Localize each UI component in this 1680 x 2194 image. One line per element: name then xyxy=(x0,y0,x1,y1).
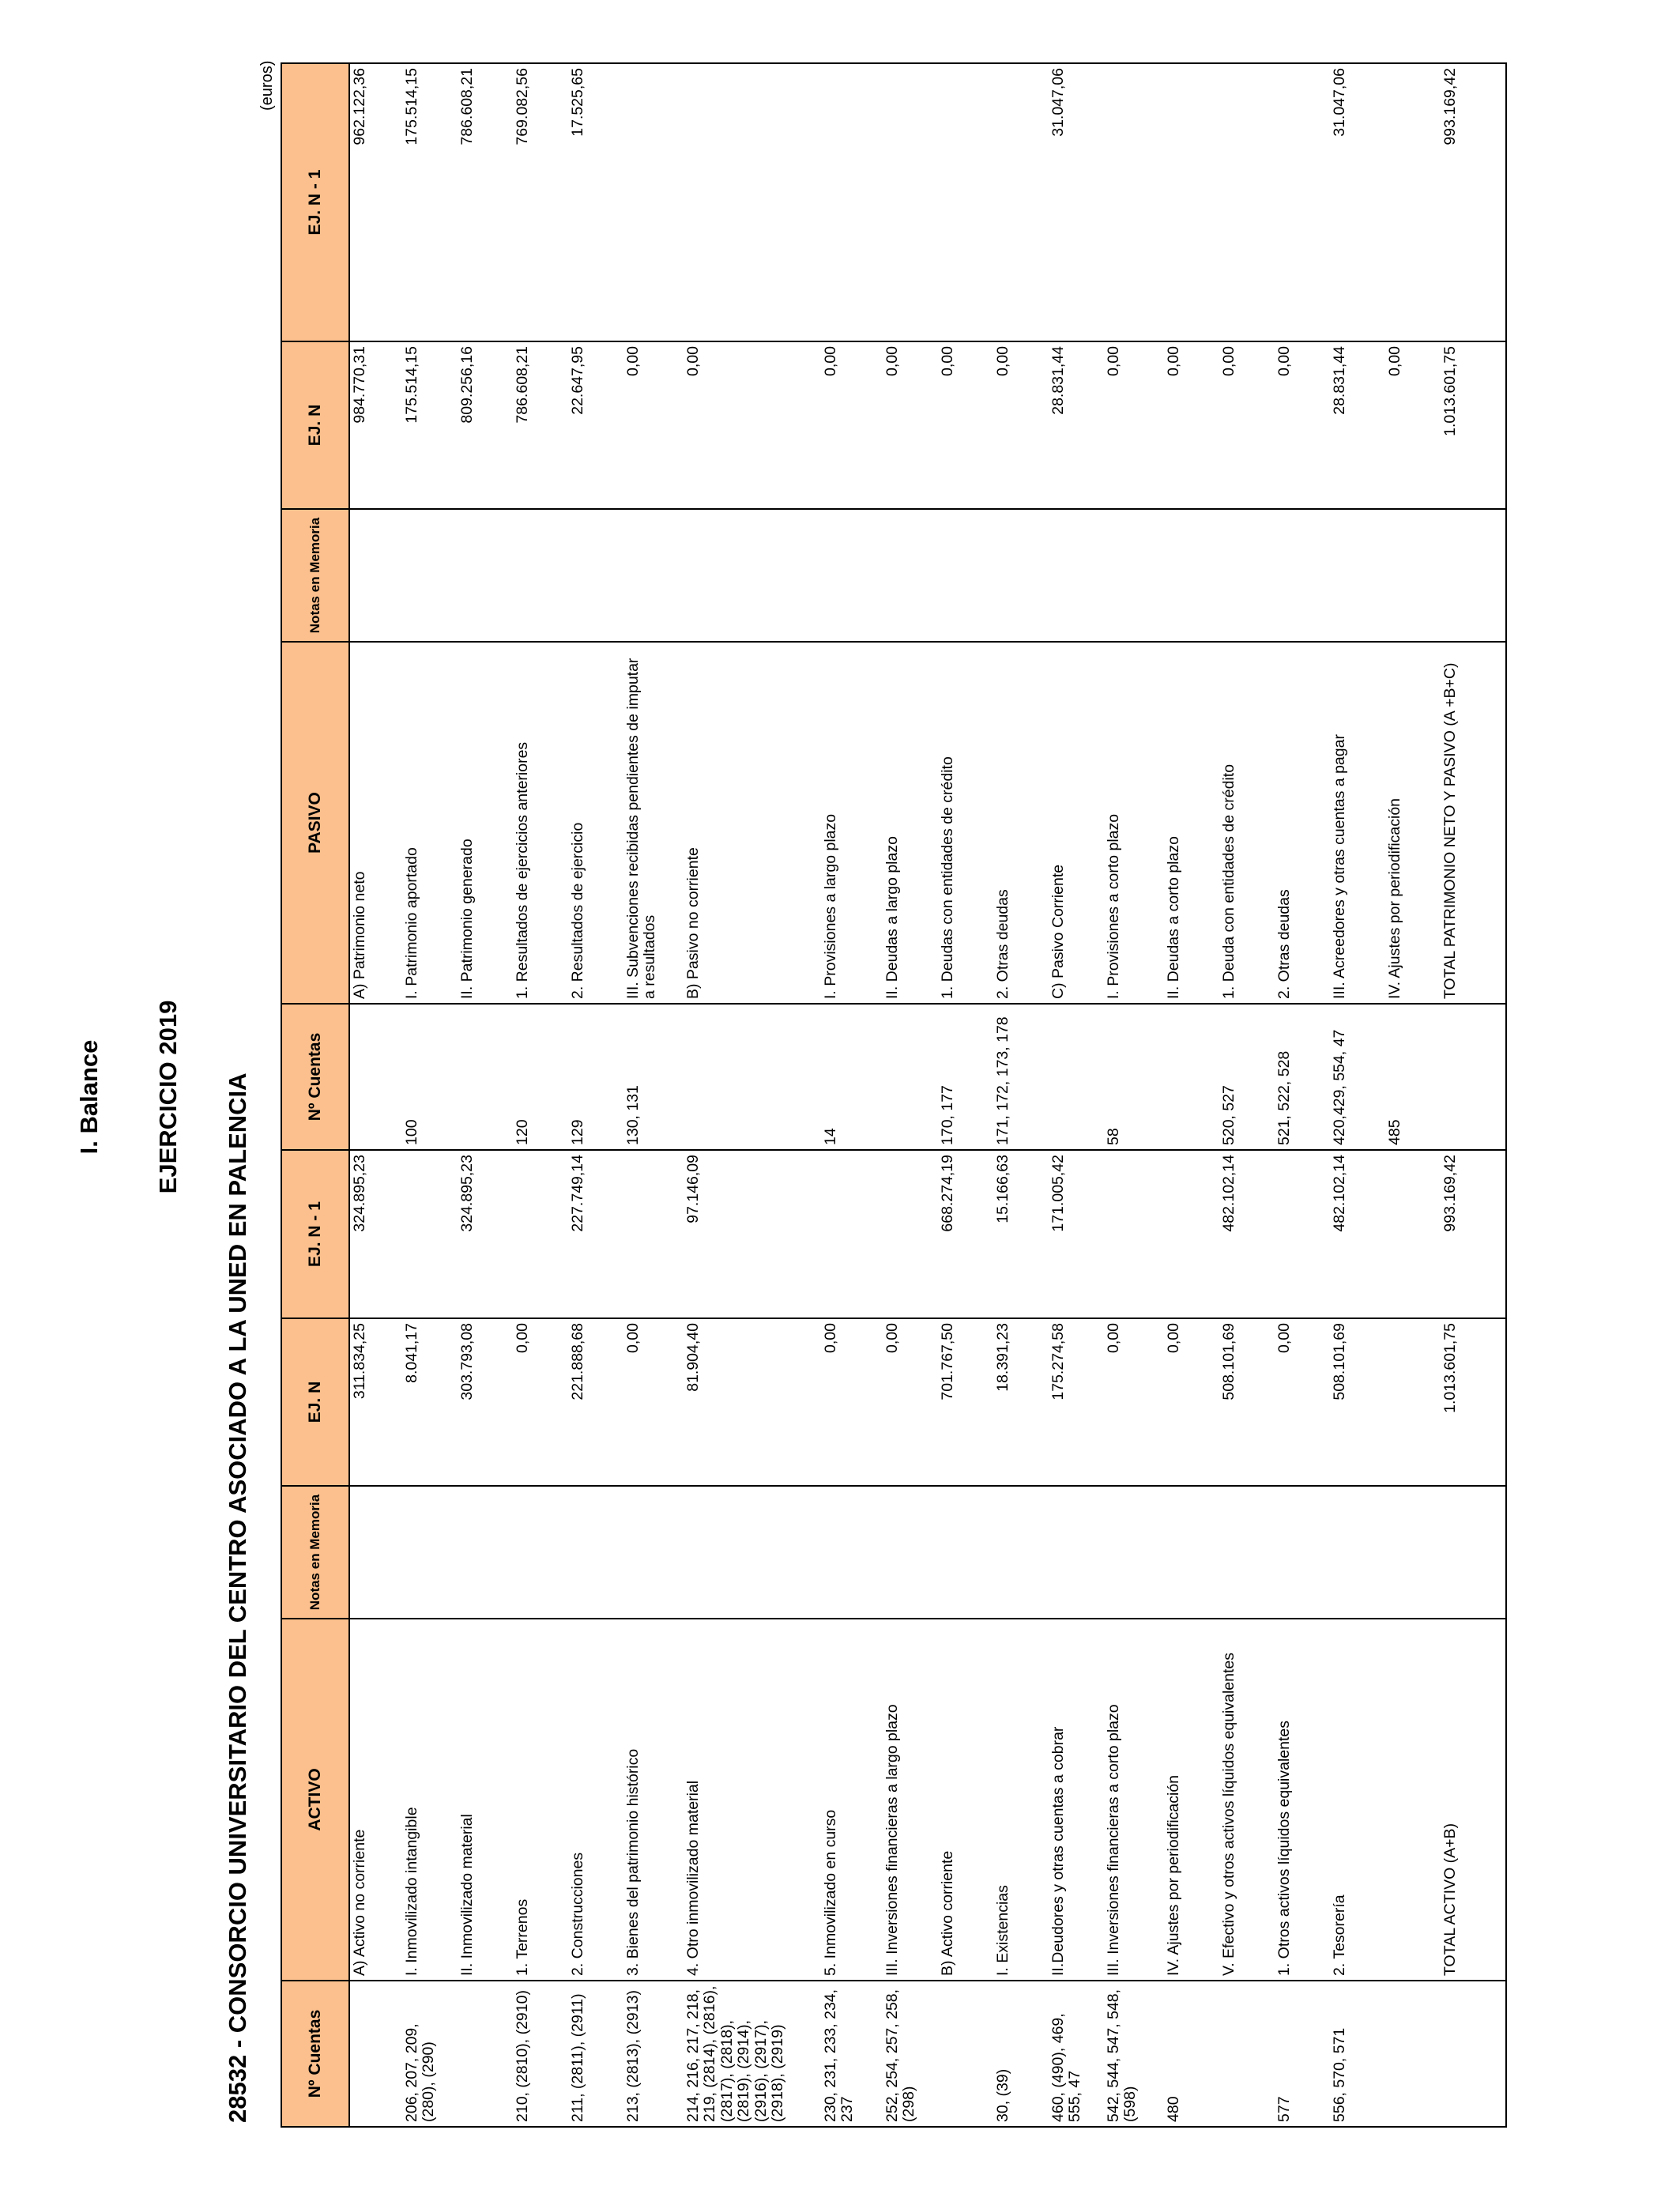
pasivo-ej-n: 0,00 xyxy=(1104,341,1164,509)
activo-ej-n: 0,00 xyxy=(1275,1318,1330,1486)
pasivo-ej-n: 0,00 xyxy=(1275,341,1330,509)
pasivo-ej-n1 xyxy=(1275,63,1330,341)
pasivo-label: II. Patrimonio generado xyxy=(458,642,513,1004)
activo-label: B) Activo corriente xyxy=(938,1619,993,1981)
notes-cell-pasivo xyxy=(993,509,1049,642)
activo-ej-n: 1.013.601,75 xyxy=(1441,1318,1506,1486)
notes-cell-pasivo xyxy=(1275,509,1330,642)
account-codes-pasivo xyxy=(1441,1004,1506,1150)
pasivo-label: A) Patrimonio neto xyxy=(349,642,402,1004)
account-codes-activo xyxy=(458,1981,513,2127)
activo-ej-n: 0,00 xyxy=(821,1318,883,1486)
activo-ej-n1 xyxy=(1164,1150,1219,1318)
account-codes-activo: 577 xyxy=(1275,1981,1330,2127)
pasivo-label: 2. Resultados de ejercicio xyxy=(568,642,623,1004)
pasivo-ej-n1 xyxy=(684,63,821,341)
table-row xyxy=(1385,63,1441,2127)
account-codes-activo: 460, (490), 469, 555, 47 xyxy=(1049,1981,1104,2127)
notes-cell-pasivo xyxy=(883,509,938,642)
pasivo-label: 1. Deuda con entidades de crédito xyxy=(1219,642,1275,1004)
notes-cell-activo xyxy=(623,1486,684,1619)
notes-cell-pasivo xyxy=(1385,509,1441,642)
account-codes-pasivo: 100 xyxy=(402,1004,458,1150)
activo-ej-n1: 15.166,63 xyxy=(993,1150,1049,1318)
table-row xyxy=(1164,63,1219,2127)
account-codes-pasivo xyxy=(1164,1004,1219,1150)
activo-ej-n1: 171.005,42 xyxy=(1049,1150,1104,1318)
account-codes-pasivo: 58 xyxy=(1104,1004,1164,1150)
pasivo-ej-n1: 31.047,06 xyxy=(1049,63,1104,341)
activo-ej-n: 18.391,23 xyxy=(993,1318,1049,1486)
account-codes-activo: 542, 544, 547, 548, (598) xyxy=(1104,1981,1164,2127)
notes-cell-pasivo xyxy=(513,509,568,642)
activo-ej-n1 xyxy=(402,1150,458,1318)
pasivo-label: TOTAL PATRIMONIO NETO Y PASIVO (A +B+C) xyxy=(1441,642,1506,1004)
activo-ej-n1: 97.146,09 xyxy=(684,1150,821,1318)
pasivo-ej-n1 xyxy=(623,63,684,341)
pasivo-ej-n1 xyxy=(993,63,1049,341)
activo-ej-n1: 227.749,14 xyxy=(568,1150,623,1318)
table-row xyxy=(1441,63,1506,2127)
pasivo-label: B) Pasivo no corriente xyxy=(684,642,821,1004)
pasivo-ej-n: 1.013.601,75 xyxy=(1441,341,1506,509)
table-row xyxy=(458,63,513,2127)
col-cuentas-activo: Nº Cuentas xyxy=(281,1981,349,2127)
pasivo-label: II. Deudas a largo plazo xyxy=(883,642,938,1004)
table-row xyxy=(623,63,684,2127)
activo-ej-n1 xyxy=(1104,1150,1164,1318)
table-row xyxy=(568,63,623,2127)
pasivo-label: 2. Otras deudas xyxy=(1275,642,1330,1004)
col-pasivo: PASIVO xyxy=(281,642,349,1004)
activo-ej-n: 0,00 xyxy=(1164,1318,1219,1486)
activo-ej-n1 xyxy=(623,1150,684,1318)
activo-label: II.Deudores y otras cuentas a cobrar xyxy=(1049,1619,1104,1981)
notes-cell-activo xyxy=(1441,1486,1506,1619)
pasivo-ej-n: 0,00 xyxy=(1385,341,1441,509)
col-ejn1-pasivo: EJ. N - 1 xyxy=(281,63,349,341)
activo-ej-n: 221.888,68 xyxy=(568,1318,623,1486)
account-codes-activo xyxy=(1441,1981,1506,2127)
activo-ej-n: 0,00 xyxy=(1104,1318,1164,1486)
notes-cell-pasivo xyxy=(458,509,513,642)
balance-table xyxy=(281,62,1507,2128)
account-codes-pasivo xyxy=(883,1004,938,1150)
notes-cell-activo xyxy=(402,1486,458,1619)
col-notas-activo: Notas en Memoria xyxy=(281,1486,349,1619)
activo-ej-n1: 668.274,19 xyxy=(938,1150,993,1318)
pasivo-label: C) Pasivo Corriente xyxy=(1049,642,1104,1004)
account-codes-pasivo: 171, 172, 173, 178 xyxy=(993,1004,1049,1150)
table-row xyxy=(1104,63,1164,2127)
pasivo-ej-n: 0,00 xyxy=(623,341,684,509)
notes-cell-activo xyxy=(1275,1486,1330,1619)
activo-ej-n: 81.904,40 xyxy=(684,1318,821,1486)
account-codes-activo: 30, (39) xyxy=(993,1981,1049,2127)
activo-label: 1. Otros activos líquidos equivalentes xyxy=(1275,1619,1330,1981)
pasivo-ej-n1: 962.122,36 xyxy=(349,63,402,341)
activo-label: III. Inversiones financieras a largo plazo xyxy=(883,1619,938,1981)
pasivo-ej-n1 xyxy=(1219,63,1275,341)
notes-cell-pasivo xyxy=(568,509,623,642)
pasivo-ej-n1: 993.169,42 xyxy=(1441,63,1506,341)
activo-label: V. Efectivo y otros activos líquidos equivalentes xyxy=(1219,1619,1275,1981)
notes-cell-activo xyxy=(1330,1486,1385,1619)
activo-label: 1. Terrenos xyxy=(513,1619,568,1981)
pasivo-ej-n: 984.770,31 xyxy=(349,341,402,509)
pasivo-label: I. Provisiones a corto plazo xyxy=(1104,642,1164,1004)
notes-cell-pasivo xyxy=(1164,509,1219,642)
notes-cell-activo xyxy=(513,1486,568,1619)
exercise-title: EJERCICIO 2019 xyxy=(154,1000,182,1194)
account-codes-activo xyxy=(349,1981,402,2127)
table-row xyxy=(349,63,402,2127)
activo-ej-n: 0,00 xyxy=(513,1318,568,1486)
pasivo-label: 1. Deudas con entidades de crédito xyxy=(938,642,993,1004)
pasivo-ej-n: 0,00 xyxy=(1219,341,1275,509)
col-ejn1-activo: EJ. N - 1 xyxy=(281,1150,349,1318)
pasivo-label: II. Deudas a corto plazo xyxy=(1164,642,1219,1004)
pasivo-label: 1. Resultados de ejercicios anteriores xyxy=(513,642,568,1004)
pasivo-label: III. Subvenciones recibidas pendientes de imputar a resultados xyxy=(623,642,684,1004)
col-ejn-pasivo: EJ. N xyxy=(281,341,349,509)
activo-label: III. Inversiones financieras a corto plazo xyxy=(1104,1619,1164,1981)
activo-ej-n1 xyxy=(1385,1150,1441,1318)
col-cuentas-pasivo: Nº Cuentas xyxy=(281,1004,349,1150)
pasivo-ej-n1: 31.047,06 xyxy=(1330,63,1385,341)
pasivo-ej-n1 xyxy=(821,63,883,341)
notes-cell-activo xyxy=(1385,1486,1441,1619)
notes-cell-activo xyxy=(938,1486,993,1619)
table-row xyxy=(1049,63,1104,2127)
activo-label: 4. Otro inmovilizado material xyxy=(684,1619,821,1981)
activo-ej-n: 701.767,50 xyxy=(938,1318,993,1486)
pasivo-label: IV. Ajustes por periodificación xyxy=(1385,642,1441,1004)
col-ejn-activo: EJ. N xyxy=(281,1318,349,1486)
pasivo-ej-n: 0,00 xyxy=(821,341,883,509)
notes-cell-pasivo xyxy=(402,509,458,642)
pasivo-ej-n1 xyxy=(938,63,993,341)
activo-ej-n1: 482.102,14 xyxy=(1330,1150,1385,1318)
account-codes-pasivo xyxy=(1049,1004,1104,1150)
account-codes-pasivo xyxy=(458,1004,513,1150)
col-notas-pasivo: Notas en Memoria xyxy=(281,509,349,642)
notes-cell-pasivo xyxy=(684,509,821,642)
activo-ej-n1 xyxy=(1275,1150,1330,1318)
activo-ej-n: 311.834,25 xyxy=(349,1318,402,1486)
pasivo-ej-n1 xyxy=(883,63,938,341)
account-codes-pasivo: 130, 131 xyxy=(623,1004,684,1150)
account-codes-pasivo xyxy=(349,1004,402,1150)
account-codes-activo: 230, 231, 233, 234, 237 xyxy=(821,1981,883,2127)
notes-cell-activo xyxy=(821,1486,883,1619)
header-row xyxy=(281,63,349,2127)
table-row xyxy=(684,63,821,2127)
activo-ej-n: 0,00 xyxy=(883,1318,938,1486)
account-codes-activo: 556, 570, 571 xyxy=(1330,1981,1385,2127)
table-row xyxy=(513,63,568,2127)
section-title: I. Balance xyxy=(75,1039,103,1155)
account-codes-activo xyxy=(1385,1981,1441,2127)
units-label: (euros) xyxy=(258,60,276,111)
entity-title: 28532 - CONSORCIO UNIVERSITARIO DEL CENTRO ASOCIADO A LA UNED EN PALENCIA xyxy=(224,1072,251,2123)
table-row xyxy=(993,63,1049,2127)
pasivo-ej-n1: 175.514,15 xyxy=(402,63,458,341)
notes-cell-pasivo xyxy=(1104,509,1164,642)
activo-label: TOTAL ACTIVO (A+B) xyxy=(1441,1619,1506,1981)
activo-ej-n1 xyxy=(883,1150,938,1318)
activo-ej-n1 xyxy=(821,1150,883,1318)
table-row xyxy=(1219,63,1275,2127)
notes-cell-activo xyxy=(1219,1486,1275,1619)
pasivo-ej-n: 0,00 xyxy=(1164,341,1219,509)
notes-cell-pasivo xyxy=(938,509,993,642)
account-codes-pasivo: 521, 522, 528 xyxy=(1275,1004,1330,1150)
notes-cell-activo xyxy=(349,1486,402,1619)
activo-ej-n: 508.101,69 xyxy=(1219,1318,1275,1486)
pasivo-ej-n1: 786.608,21 xyxy=(458,63,513,341)
notes-cell-activo xyxy=(684,1486,821,1619)
account-codes-activo: 252, 254, 257, 258, (298) xyxy=(883,1981,938,2127)
notes-cell-pasivo xyxy=(349,509,402,642)
activo-label: A) Activo no corriente xyxy=(349,1619,402,1981)
account-codes-activo: 206, 207, 209, (280), (290) xyxy=(402,1981,458,2127)
table-row xyxy=(883,63,938,2127)
pasivo-ej-n1 xyxy=(1385,63,1441,341)
account-codes-pasivo: 520, 527 xyxy=(1219,1004,1275,1150)
account-codes-pasivo: 420,429, 554, 47 xyxy=(1330,1004,1385,1150)
pasivo-ej-n: 786.608,21 xyxy=(513,341,568,509)
notes-cell-pasivo xyxy=(1049,509,1104,642)
notes-cell-activo xyxy=(1104,1486,1164,1619)
table-row xyxy=(1330,63,1385,2127)
notes-cell-activo xyxy=(883,1486,938,1619)
activo-label: 2. Construcciones xyxy=(568,1619,623,1981)
account-codes-pasivo xyxy=(684,1004,821,1150)
account-codes-pasivo: 170, 177 xyxy=(938,1004,993,1150)
pasivo-label: III. Acreedores y otras cuentas a pagar xyxy=(1330,642,1385,1004)
activo-ej-n1: 324.895,23 xyxy=(349,1150,402,1318)
pasivo-label: I. Provisiones a largo plazo xyxy=(821,642,883,1004)
notes-cell-pasivo xyxy=(1219,509,1275,642)
account-codes-activo xyxy=(1219,1981,1275,2127)
account-codes-pasivo: 129 xyxy=(568,1004,623,1150)
activo-ej-n: 303.793,08 xyxy=(458,1318,513,1486)
pasivo-ej-n1: 17.525,65 xyxy=(568,63,623,341)
pasivo-ej-n1 xyxy=(1164,63,1219,341)
notes-cell-activo xyxy=(458,1486,513,1619)
table-row xyxy=(938,63,993,2127)
pasivo-ej-n: 0,00 xyxy=(938,341,993,509)
activo-ej-n: 8.041,17 xyxy=(402,1318,458,1486)
pasivo-ej-n: 0,00 xyxy=(684,341,821,509)
account-codes-activo: 480 xyxy=(1164,1981,1219,2127)
activo-label: 2. Tesorería xyxy=(1330,1619,1385,1981)
activo-label: I. Inmovilizado intangible xyxy=(402,1619,458,1981)
pasivo-label: 2. Otras deudas xyxy=(993,642,1049,1004)
account-codes-pasivo: 120 xyxy=(513,1004,568,1150)
pasivo-ej-n: 0,00 xyxy=(883,341,938,509)
activo-label: 3. Bienes del patrimonio histórico xyxy=(623,1619,684,1981)
notes-cell-activo xyxy=(1049,1486,1104,1619)
table-row xyxy=(1275,63,1330,2127)
activo-label xyxy=(1385,1619,1441,1981)
activo-ej-n xyxy=(1385,1318,1441,1486)
activo-label: II. Inmovilizado material xyxy=(458,1619,513,1981)
activo-ej-n1: 324.895,23 xyxy=(458,1150,513,1318)
account-codes-activo xyxy=(938,1981,993,2127)
activo-label: IV. Ajustes por periodificación xyxy=(1164,1619,1219,1981)
pasivo-ej-n: 28.831,44 xyxy=(1049,341,1104,509)
account-codes-activo: 214, 216, 217, 218, 219, (2814), (2816), (2817), (2818), (2819), (2914), (2916), (2917), (2918), (2919) xyxy=(684,1981,821,2127)
account-codes-pasivo: 14 xyxy=(821,1004,883,1150)
balance-body xyxy=(349,63,1506,2127)
notes-cell-activo xyxy=(1164,1486,1219,1619)
pasivo-ej-n: 0,00 xyxy=(993,341,1049,509)
pasivo-ej-n1: 769.082,56 xyxy=(513,63,568,341)
pasivo-ej-n: 22.647,95 xyxy=(568,341,623,509)
account-codes-activo: 213, (2813), (2913) xyxy=(623,1981,684,2127)
pasivo-ej-n1 xyxy=(1104,63,1164,341)
notes-cell-activo xyxy=(993,1486,1049,1619)
activo-label: 5. Inmovilizado en curso xyxy=(821,1619,883,1981)
pasivo-label: I. Patrimonio aportado xyxy=(402,642,458,1004)
activo-ej-n1 xyxy=(513,1150,568,1318)
account-codes-activo: 211, (2811), (2911) xyxy=(568,1981,623,2127)
activo-label: I. Existencias xyxy=(993,1619,1049,1981)
activo-ej-n: 175.274,58 xyxy=(1049,1318,1104,1486)
notes-cell-pasivo xyxy=(821,509,883,642)
col-activo: ACTIVO xyxy=(281,1619,349,1981)
notes-cell-pasivo xyxy=(1441,509,1506,642)
table-row xyxy=(821,63,883,2127)
activo-ej-n1: 993.169,42 xyxy=(1441,1150,1506,1318)
account-codes-pasivo: 485 xyxy=(1385,1004,1441,1150)
pasivo-ej-n: 28.831,44 xyxy=(1330,341,1385,509)
table-row xyxy=(402,63,458,2127)
activo-ej-n: 508.101,69 xyxy=(1330,1318,1385,1486)
pasivo-ej-n: 809.256,16 xyxy=(458,341,513,509)
account-codes-activo: 210, (2810), (2910) xyxy=(513,1981,568,2127)
activo-ej-n1: 482.102,14 xyxy=(1219,1150,1275,1318)
notes-cell-pasivo xyxy=(623,509,684,642)
notes-cell-pasivo xyxy=(1330,509,1385,642)
activo-ej-n: 0,00 xyxy=(623,1318,684,1486)
notes-cell-activo xyxy=(568,1486,623,1619)
pasivo-ej-n: 175.514,15 xyxy=(402,341,458,509)
